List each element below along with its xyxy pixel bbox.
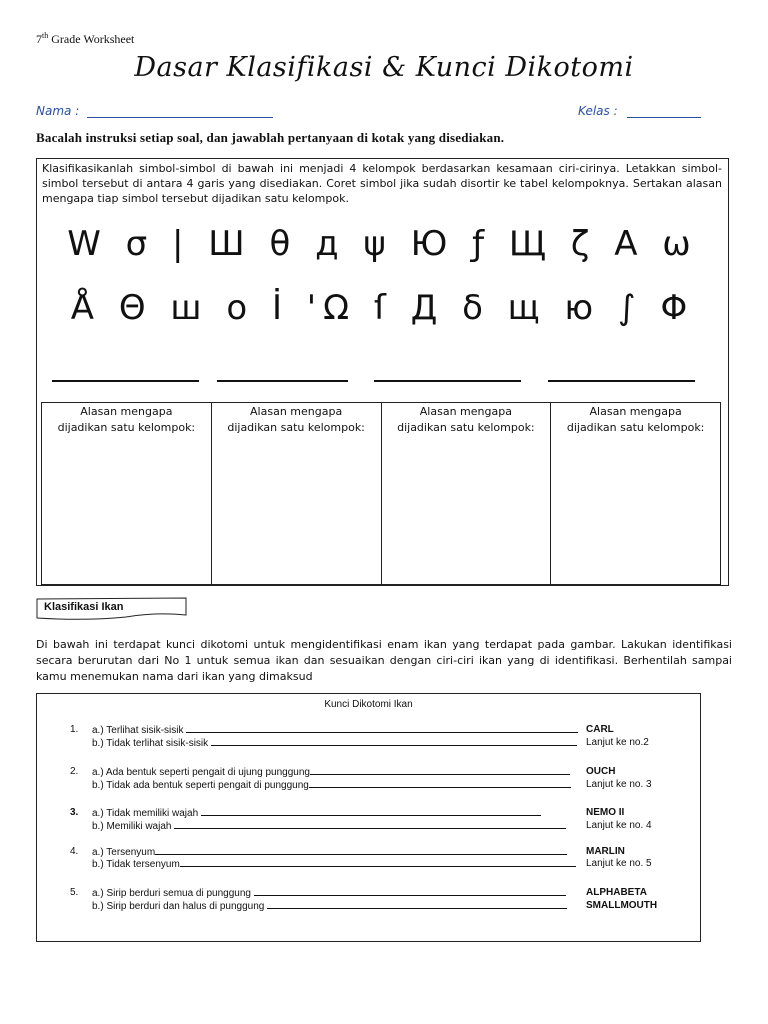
key-answer-a: MARLIN — [586, 846, 625, 857]
symbol-row-2: Å Θ ш o İ 'Ω ſ Д δ щ ю ∫ Φ — [70, 288, 695, 328]
key-answer-a: CARL — [586, 724, 614, 735]
symbol-row-1: W σ | Ш θ д ψ Ю ƒ Щ ζ A ω — [67, 224, 698, 264]
grade-label: 7th Grade Worksheet — [36, 31, 135, 46]
classification-instructions: Klasifikasikanlah simbol-simbol di bawah ini menjadi 4 kelompok berdasarkan kesamaan ciri-cirinya. Letakkan simbol-simbol tersebut di antara 4 garis yang disediakan. Coret simbol jika sudah disortir ke tabel kelompoknya. Sertakan alasan mengapa tiap simbol tersebut dijadikan satu kelompok. — [42, 162, 722, 205]
key-number: 1. — [70, 724, 79, 735]
key-answer-b: Lanjut ke no. 5 — [586, 858, 652, 869]
key-answer-b: SMALLMOUTH — [586, 900, 658, 911]
instruction-text: Bacalah instruksi setiap soal, dan jawablah pertanyaan di kotak yang disediakan. — [36, 130, 505, 145]
reason-label-line1: Alasan mengapa — [80, 405, 173, 418]
worksheet-title: Dasar Klasifikasi & Kunci Dikotomi — [134, 52, 634, 83]
reason-label-line2: dijadikan satu kelompok: — [227, 421, 365, 434]
key-option-b: b.) Tidak terlihat sisik-sisik — [92, 737, 580, 749]
reason-label-line2: dijadikan satu kelompok: — [57, 421, 196, 434]
key-number: 5. — [70, 887, 79, 898]
nama-separator: : — [71, 104, 80, 118]
dichotomous-key-rows — [36, 0, 701, 1024]
key-option-b: b.) Sirip berduri dan halus di punggung — [92, 900, 580, 912]
key-number: 2. — [70, 766, 79, 777]
dichotomous-key-title: Kunci Dikotomi Ikan — [324, 699, 413, 710]
kelas-separator: : — [609, 104, 618, 118]
kelas-label: Kelas — [578, 104, 610, 118]
key-option-a: a.) Terlihat sisik-sisik — [92, 724, 580, 736]
reason-label-line1: Alasan mengapa — [250, 405, 343, 418]
key-option-b: b.) Tidak tersenyum — [92, 858, 580, 870]
reason-label-line1: Alasan mengapa — [589, 405, 682, 418]
key-number: 3. — [70, 807, 79, 818]
reason-label-line1: Alasan mengapa — [419, 405, 512, 418]
key-answer-b: Lanjut ke no. 4 — [586, 820, 652, 831]
key-option-b: b.) Memiliki wajah — [92, 820, 580, 832]
nama-label: Nama — [36, 104, 72, 118]
key-answer-a: ALPHABETA — [586, 887, 647, 898]
key-answer-b: Lanjut ke no.2 — [586, 737, 649, 748]
key-option-a: a.) Tersenyum — [92, 846, 580, 858]
key-answer-b: Lanjut ke no. 3 — [586, 779, 652, 790]
reason-label-line2: dijadikan satu kelompok: — [397, 421, 535, 434]
fish-instructions: Di bawah ini terdapat kunci dikotomi untuk mengidentifikasi enam ikan yang terdapat pada gambar. Lakukan identifikasi secara berurutan dari No 1 untuk semua ikan dan sesuaikan dengan ciri-ciri ikan yang di identifikasi. Berhentilah sampai kamu menemukan nama dari ikan yang dimaksud — [36, 638, 732, 683]
key-option-a: a.) Ada bentuk seperti pengait di ujung punggung — [92, 766, 580, 778]
key-option-b: b.) Tidak ada bentuk seperti pengait di punggung — [92, 779, 580, 791]
fish-section-label: Klasifikasi Ikan — [44, 601, 124, 613]
key-answer-a: OUCH — [586, 766, 616, 777]
key-option-a: a.) Sirip berduri semua di punggung — [92, 887, 580, 899]
key-answer-a: NEMO II — [586, 807, 625, 818]
key-number: 4. — [70, 846, 79, 857]
key-option-a: a.) Tidak memiliki wajah — [92, 807, 580, 819]
reason-label-line2: dijadikan satu kelompok: — [566, 421, 705, 434]
